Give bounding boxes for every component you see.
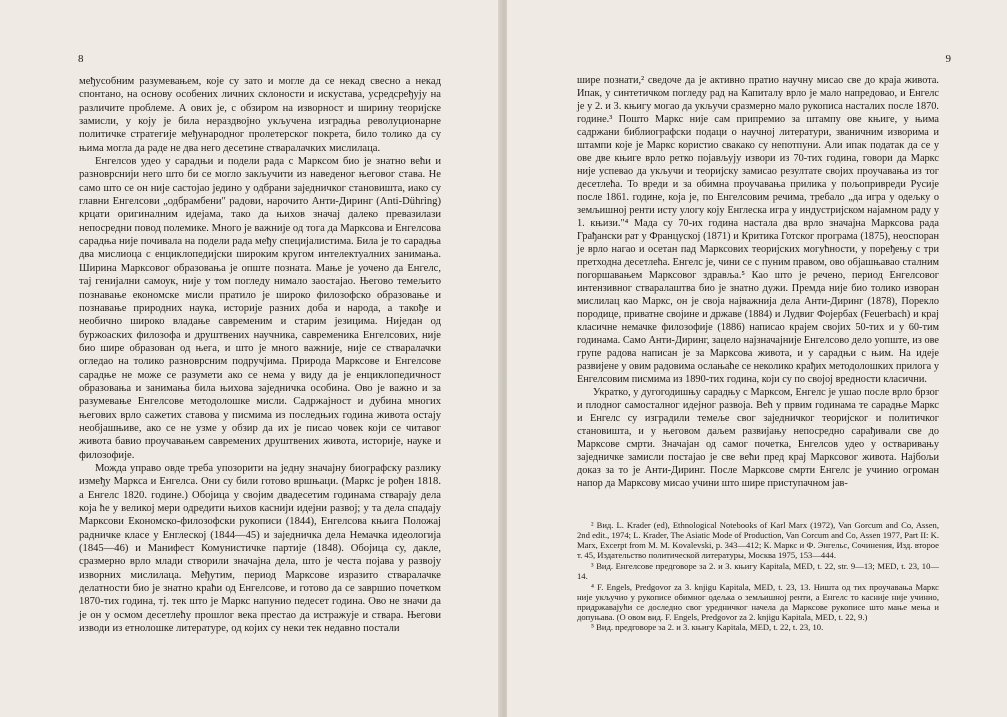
page-number-left: 8 [78, 53, 84, 65]
paragraph: Укратко, у дугогодишњу сарадњу с Марксом, Енгелс је ушао после врло брзог и плодног самосталног идејног развоја. Већ у првим годинама те сарадње Маркс и Енгелс су изградили темеље свог заједничког теоријског и политичког становишта, и у његовом даљем развијању непосредно сарађивали све до Марксове смрти. Значајан од самог почетка, Енгелсов удео у остваривању заједничке замисли постајао је све већи пред крај Марксовог живота. Најбољи доказ за то је Анти-Диринг. После Марксове смрти Енгелс је учинио огроман напор да Марксову мисао учини што шире приступачном јав- [577, 386, 939, 489]
paragraph: Можда управо овде треба упозорити на једну значајну биографску разлику између Маркса и Енгелса. Они су били готово вршњаци. (Маркс је рођен 1818. а Енгелс 1820. године.) Обојица у својим двадесетим годинама стварају дела која ће у великој мери одредити њихов каснији идејни развој; у та дела спадају Марксови Економско-филозофски рукописи (1844), Енгелсова књига Положај радничке класе у Енглеској (1844—45) и заједничка дела Немачка идеологија (1845—46) и Манифест Комунистичке партије (1848). Обојица су, дакле, сразмерно врло млади створили значајна дела, што је честа појава у развоју изворних мислилаца. Међутим, период Марксове изразито стваралачке делатности био је знатно краћи од Енгелсове, и готово да се завршио почетком 1870-тих година, тј. тек што је Маркс напунио педесет година. Ово не значи да је он у осмом десетлећу прошлог века престао да истражује и ствара. Његови изводи из етнолошке литературе, од којих су неки тек недавно постали [79, 462, 441, 635]
page-number-right: 9 [945, 53, 951, 65]
footnote: ³ Вид. Енгелсове предговоре за 2. и 3. књигу Kapitala, MED, t. 22, str. 9—13; MED, t. 23, 10—14. [577, 560, 939, 581]
right-page-body [577, 75, 939, 491]
left-page [0, 0, 501, 717]
paragraph: Енгелсов удео у сарадњи и подели рада с Марксом био је знатно већи и разноврснији него што би се могло закључити из наведеног његовог става. Не само што се он није састојао једино у одбрани заједничког становишта, иако су главни Енгелсови „одбрамбени" радови, нарочито Анти-Диринг (Anti-Dühring) крцати оригиналним идејама, тако да њихов значај далеко превазилази непосредни повод полемике. Много је важније од тога да Марксова и Енгелсова сарадња није почивала на подели рада међу специјалистима. Била је то сарадња два мислиоца с енциклопедијски широким кругом интелектуалних занимања. Ширина Марксовог образовања је опште позната. Мање је уочено да Енгелс, тај генијални самоук, није у том погледу нимало заостајао. Његово темељито познавање економске мисли пратило је широко филозофско образовање и познавање природних наука, историје разних доба и народа, а такође и необично широко владање савременим и старим језицима. Ниједан од буржоаских филозофа и друштвених научника, савременика Енгелсових, није био шире образован од њега, и што је много важније, није се стваралачки огледао на толико разноврсним подручјима. Природа Марксове и Енгелсове сарадње не може се разумети ако се нема у виду да је енциклопедичност образовања и занимања била њихова заједничка особина. Ово је важно и за разумевање Енгелсове методолошке мисли. Садржајност и дубина многих његових врло сажетих ставова у писмима из последњих година живота остају необјашњиве, ако се не узме у обзир да их је писао човек који се читавог живота бавио проучавањем савремених друштвених живота, историје, науке и филозофије. [79, 156, 441, 461]
footnote: ⁵ Вид. предговоре за 2. и 3. књигу Kapitala, MED, t. 22, t. 23, 10. [591, 622, 824, 633]
paragraph: шире познати,² сведоче да је активно пратио научну мисао све до краја живота. Ипак, у синтетичком погледу рад на Капиталу врло је мало напредовао, и Енгелс је у 2. и 3. књигу могао да укључи сразмерно мало рукописа насталих после 1870. године.³ Пошто Маркс није сам припремио за штампу ове књиге, у њима садржани библиографски подаци о научној литератури, званичним изворима и штампи које је Маркс користио свакако су непотпуни. Али ипак податак да се у ове две књиге врло ретко појављују извори из 70-тих година, говори да Маркс није успевао да укључи и теоријску замисао резултате својих проучавања из тог десетлећа. То вреди и за обимна проучавања прилика у пољопривреди Русије после 1861. године, која је, по Енгелсовим речима, требало „да игра у одељку о земљишној ренти исту улогу коју Енглеска игра у индустријском најамном раду у 1. књизи."⁴ Мада су 70-их година настала два врло значајна Марксова рада Грађански рат у Француској (1871) и Критика Готског програма (1875), неоспоран је врло нагао и осетан пад Марксових теоријских могућности, у поређењу с три претходна десетлећа. Енгелс је, чини се с пуним правом, ово објашњавао сталним погоршавањем Марксовог здравља.⁵ Као што је речено, период Енгелсовог интензивног стваралаштва био је знатно дужи. Премда није био толико изворан мислилац као Маркс, он је своја најважнија дела Анти-Диринг (1878), Порекло породице, приватне својине и државе (1884) и Лудвиг Фојербах (Feuerbach) и крај класичне немачке филозофије (1886) написао крајем својих 50-тих и у 60-тим годинама. Само Анти-Диринг, зацело најзначајније Енгелсово дело уопште, из ове групе радова написан је за Марксова живота, и у сарадњи с њим. На идеје развијене у овим радовима ослањаће се неколико крађих методолошких прилога у Енгелсовим писмима из 1890-тих година, који су по својој вредности класични. [577, 75, 939, 385]
footnotes [577, 520, 939, 633]
right-page [507, 0, 1007, 717]
footnote: ⁴ F. Engels, Predgovor za 3. knjigu Kapitala, MED, t. 23, 13. Ништа од тих проучавања Маркс није укључио у рукописе обимног одељка о земљишној ренти, а Енгелс то касније није учинио, придржавајући се доследно свог уредничког начела да Марксове рукописе што мање мења и допуњава. (О овом вид. F. Engels, Predgovor za 2. knjigu Kapitala, MED, t. 22, 9.) [577, 581, 939, 622]
paragraph: међусобним разумевањем, које су зато и могле да се некад свесно а некад спонтано, на основу особених личних склоности и искустава, усредсређују на различите проблеме. А ових је, с обзиром на изворност и ширину теоријске замисли, у коју је била нераздвојно укључена изградња револуционарне политичке стратегије међународног пролетерског покрета, било толико да су њима могла да раде не два него десетине стваралачких мислилаца. [79, 76, 441, 154]
left-page-body [79, 75, 441, 635]
footnote: ² Вид. L. Krader (ed), Ethnological Notebooks of Karl Marx (1972), Van Gorcum and Co, Assen, 2nd edit., 1974; L. Krader, The Asiatic Mode of Production, Van Corcum and Co, Assen 1977, Part II: K. Marx, Excerpt from M. M. Kovalevski, p. 343—412; К. Маркс и Ф. Энгельс, Сочинения, Изд. второе т. 45, Издательство политической литературы, Москва 1975, 153—444. [577, 520, 939, 561]
